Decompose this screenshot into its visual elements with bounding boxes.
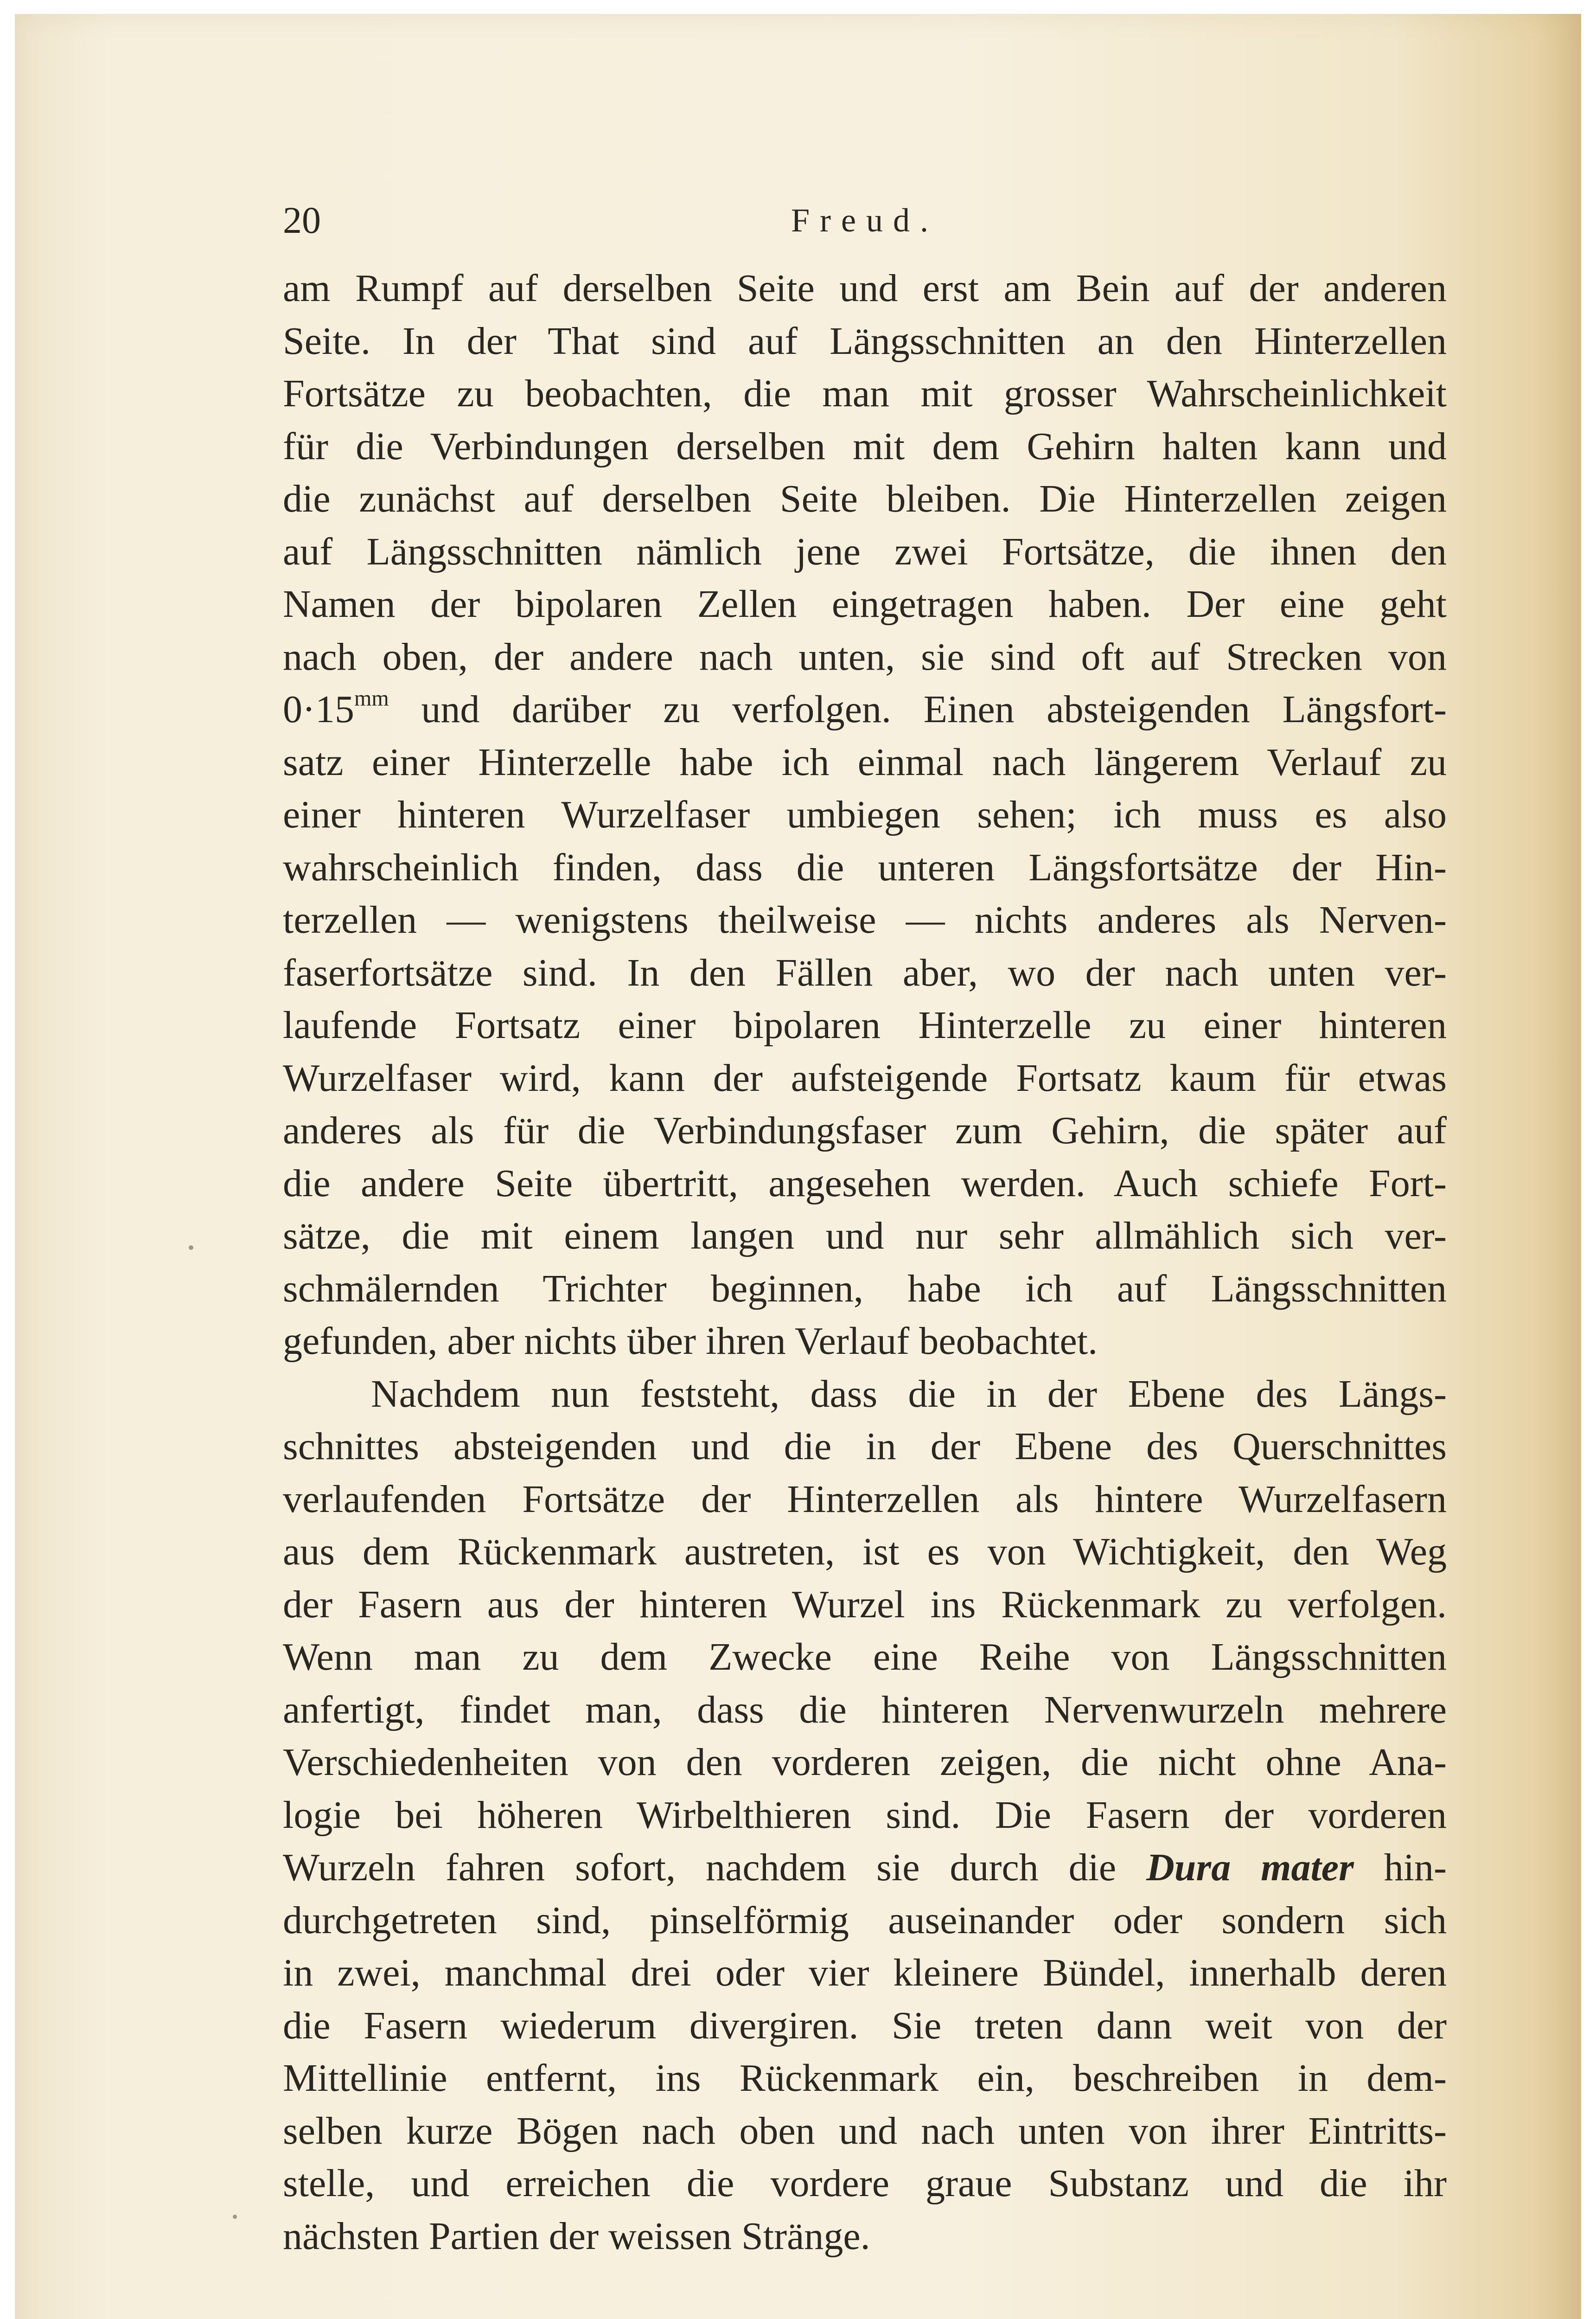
text-line: die zunächst auf derselben Seite bleiben. Die Hinterzellen zeigen — [283, 477, 1447, 520]
page-header — [283, 195, 1447, 246]
text-line: Seite. In der That sind auf Längsschnitten an den Hinterzellen — [283, 319, 1447, 363]
measure-value: 0·15 — [283, 688, 354, 731]
text-line: logie bei höheren Wirbelthieren sind. Die Fasern der vorderen — [283, 1793, 1447, 1837]
text-line: auf Längsschnitten nämlich jene zwei Fortsätze, die ihnen den — [283, 530, 1447, 573]
text-line: die Fasern wiederum divergiren. Sie treten dann weit von der — [283, 2004, 1447, 2047]
line-continuation: und darüber zu verfolgen. Einen absteigenden Längsfort- — [389, 688, 1447, 731]
line-continuation: hin- — [1353, 1846, 1447, 1889]
text-line: nach oben, der andere nach unten, sie sind oft auf Strecken von — [283, 635, 1447, 679]
page-number: 20 — [283, 199, 321, 241]
text-line: am Rumpf auf derselben Seite und erst am Bein auf der anderen — [283, 267, 1447, 310]
text-line: selben kurze Bögen nach oben und nach unten von ihrer Eintritts- — [283, 2109, 1447, 2152]
text-line: satz einer Hinterzelle habe ich einmal nach längerem Verlauf zu — [283, 740, 1447, 784]
text-line: faserfortsätze sind. In den Fällen aber, wo der nach unten ver- — [283, 951, 1447, 994]
body-text — [283, 262, 1447, 2262]
text-line: Mittellinie entfernt, ins Rückenmark ein, beschreiben in dem- — [283, 2056, 1447, 2100]
text-line: nächsten Partien der weissen Stränge. — [283, 2214, 870, 2258]
text-line: Verschiedenheiten von den vorderen zeigen, die nicht ohne Ana- — [283, 1741, 1447, 1784]
paper-speck — [233, 2215, 237, 2219]
line-start: Wurzeln fahren sofort, nachdem sie durch die — [283, 1846, 1147, 1889]
text-line: durchgetreten sind, pinselförmig auseinander oder sondern sich — [283, 1898, 1447, 1942]
text-line: aus dem Rückenmark austreten, ist es von Wichtigkeit, den Weg — [283, 1530, 1447, 1573]
text-line: in zwei, manchmal drei oder vier kleinere Bündel, innerhalb deren — [283, 1951, 1447, 1994]
text-line: sätze, die mit einem langen und nur sehr allmählich sich ver- — [283, 1214, 1447, 1257]
text-line: anfertigt, findet man, dass die hinteren Nervenwurzeln mehrere — [283, 1688, 1447, 1731]
text-line: terzellen — wenigstens theilweise — nichts anderes als Nerven- — [283, 898, 1447, 942]
text-line: verlaufenden Fortsätze der Hinterzellen als hintere Wurzelfasern — [283, 1477, 1447, 1521]
text-line: schmälernden Trichter beginnen, habe ich auf Längsschnitten — [283, 1267, 1447, 1310]
text-line: wahrscheinlich finden, dass die unteren Längsfortsätze der Hin- — [283, 846, 1447, 889]
text-line: Fortsätze zu beobachten, die man mit grosser Wahrscheinlichkeit — [283, 372, 1447, 415]
text-line: anderes als für die Verbindungsfaser zum Gehirn, die später auf — [283, 1109, 1447, 1152]
text-line: für die Verbindungen derselben mit dem Gehirn halten kann und — [283, 424, 1447, 468]
paragraph-2 — [283, 1368, 1447, 2263]
text-line: Wurzelfaser wird, kann der aufsteigende Fortsatz kaum für etwas — [283, 1056, 1447, 1100]
text-line: stelle, und erreichen die vordere graue Substanz und die ihr — [283, 2162, 1447, 2205]
unit-superscript: mm — [354, 686, 389, 711]
text-line: die andere Seite übertritt, angesehen werden. Auch schiefe Fort- — [283, 1161, 1447, 1205]
text-line — [283, 1841, 1447, 1894]
text-line: laufende Fortsatz einer bipolaren Hinterzelle zu einer hinteren — [283, 1004, 1447, 1047]
text-line: schnittes absteigenden und die in der Ebene des Querschnittes — [283, 1425, 1447, 1468]
text-line: Namen der bipolaren Zellen eingetragen haben. Der eine geht — [283, 583, 1447, 626]
text-line — [283, 683, 1447, 736]
text-line: der Fasern aus der hinteren Wurzel ins Rückenmark zu verfolgen. — [283, 1582, 1447, 1626]
text-line: einer hinteren Wurzelfaser umbiegen sehen; ich muss es also — [283, 793, 1447, 836]
paragraph-1 — [283, 262, 1447, 1368]
dura-mater-term: Dura mater — [1146, 1846, 1354, 1889]
text-line: gefunden, aber nichts über ihren Verlauf beobachtet. — [283, 1320, 1098, 1363]
text-line: Nachdem nun feststeht, dass die in der Ebene des Längs- — [371, 1372, 1447, 1416]
paper-speck — [189, 1245, 193, 1250]
running-head: Freud. — [791, 202, 938, 239]
text-line: Wenn man zu dem Zwecke eine Reihe von Längsschnitten — [283, 1635, 1447, 1678]
